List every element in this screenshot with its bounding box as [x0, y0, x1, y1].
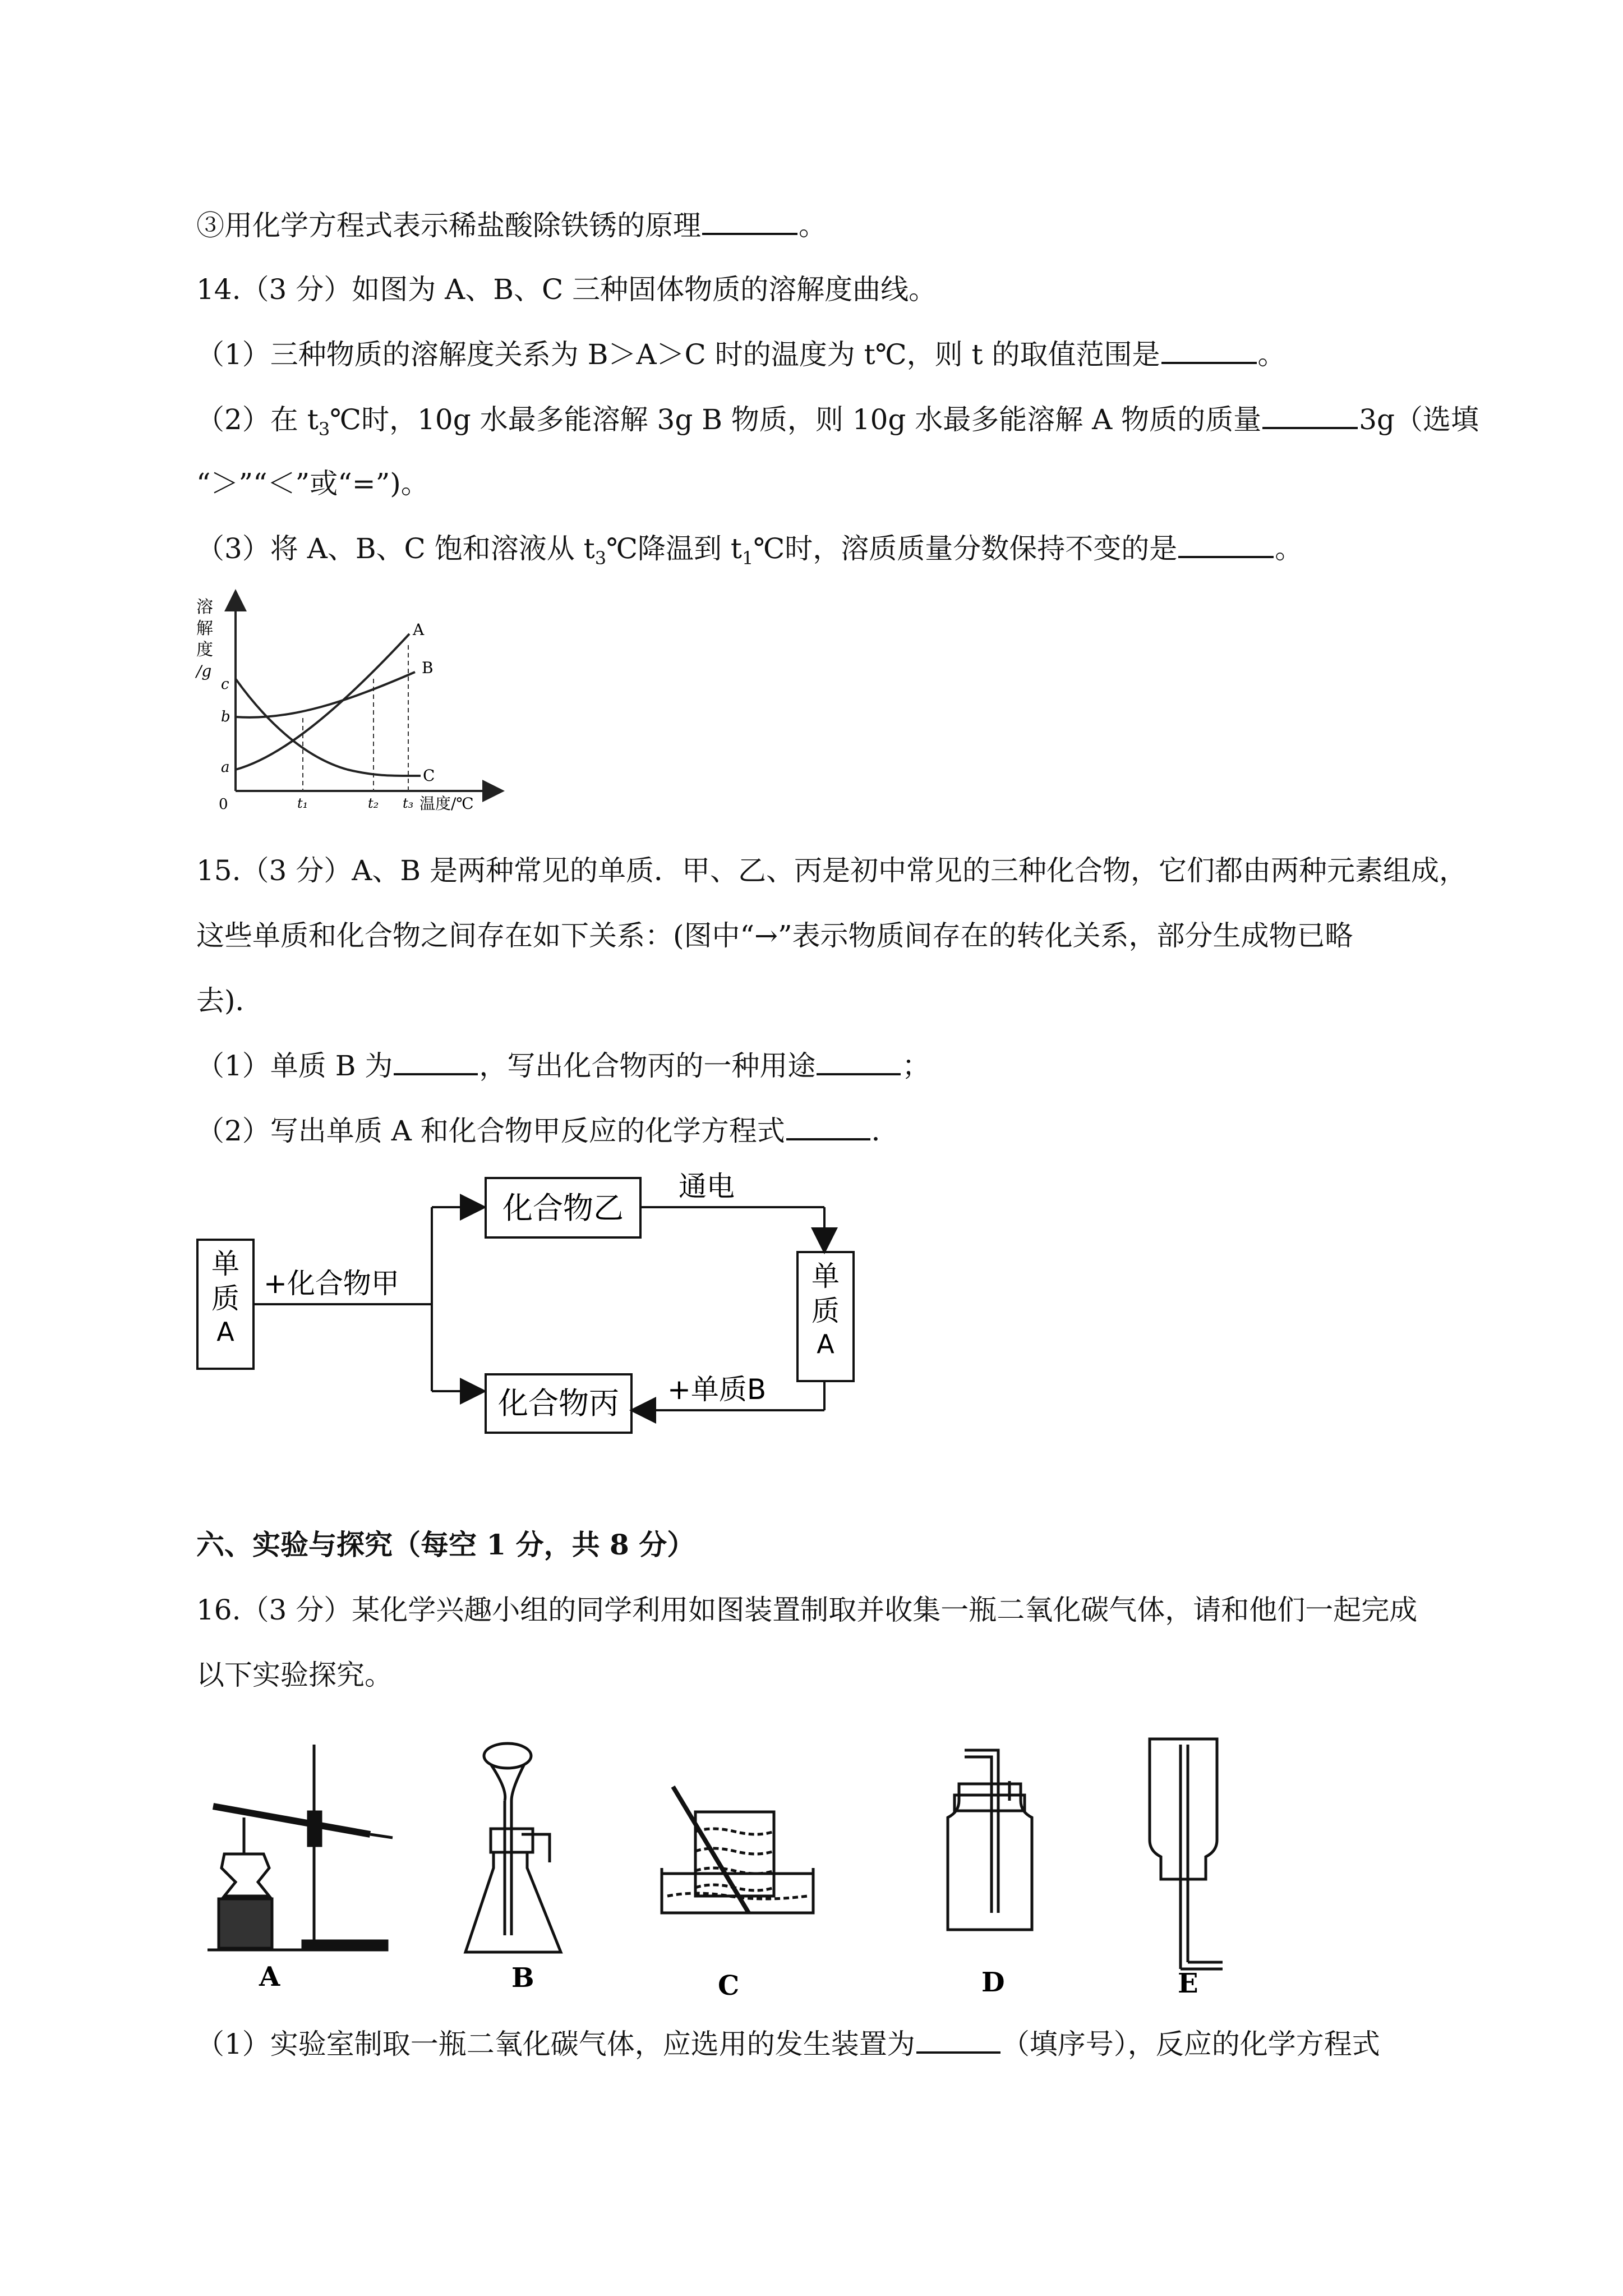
apparatus-figure	[191, 1728, 1312, 1997]
apparatus-b	[465, 1743, 561, 1952]
q14-stem: 14.（3 分）如图为 A、B、C 三种固体物质的溶解度曲线。	[196, 273, 937, 306]
curve-label-b: B	[422, 659, 434, 677]
q14-part3: （3）将 A、B、C 饱和溶液从 $t_3℃$降温到 $t_1℃$时，溶质质量分数保持不变的是 。	[196, 532, 1303, 569]
q15-stem-1: 15.（3 分）A、B 是两种常见的单质．甲、乙、丙是初中常见的三种化合物，它们都由两种元素组成，	[196, 854, 1467, 887]
q16-stem-1: 16.（3 分）某化学兴趣小组的同学利用如图装置制取并收集一瓶二氧化碳气体，请和他们一起完成	[196, 1594, 1418, 1626]
svg-text:化合物丙: 化合物丙	[498, 1386, 619, 1421]
answer-blank[interactable]	[1262, 402, 1358, 429]
q15-part2: （2）写出单质 A 和化合物甲反应的化学方程式 ．	[196, 1115, 900, 1147]
label-d: D	[981, 1967, 1005, 1997]
apparatus-d	[948, 1750, 1032, 1930]
y-tick-a: a	[221, 759, 230, 776]
y-label-1: 溶	[196, 597, 213, 617]
x-tick-t1: t₁	[297, 795, 308, 811]
q14-part2-options: “＞”“＜”或“=”)。	[196, 467, 429, 500]
q16-stem-2: 以下实验探究。	[196, 1659, 393, 1691]
q14-part1: （1）三种物质的溶解度关系为 B＞A＞C 时的温度为 t℃，则 t 的取值范围是 。	[196, 338, 1286, 371]
apparatus-c	[662, 1787, 813, 1913]
x-tick-t3: t₃	[403, 795, 414, 811]
answer-blank[interactable]	[394, 1048, 478, 1075]
answer-blank[interactable]	[702, 208, 797, 235]
q16-part1: （1）实验室制取一瓶二氧化碳气体，应选用的发生装置为 （填序号），反应的化学方程式	[196, 2028, 1380, 2060]
svg-text:A: A	[216, 1317, 234, 1347]
svg-text:质: 质	[211, 1282, 239, 1315]
answer-blank[interactable]	[1178, 531, 1274, 558]
y-tick-c: c	[221, 676, 229, 693]
answer-blank[interactable]	[786, 1114, 870, 1140]
label-e: E	[1178, 1968, 1198, 1997]
y-label-3: 度	[196, 640, 213, 660]
apparatus-e	[1150, 1739, 1223, 1969]
curve-a	[236, 634, 409, 770]
svg-text:化合物乙: 化合物乙	[502, 1190, 624, 1226]
x-tick-t2: t₂	[368, 795, 379, 811]
svg-text:单: 单	[811, 1260, 840, 1292]
svg-text:单: 单	[211, 1248, 239, 1280]
answer-blank[interactable]	[916, 2027, 1000, 2054]
section-title: 六、实验与探究（每空 1 分，共 8 分）	[196, 1528, 695, 1561]
y-label-2: 解	[196, 619, 213, 638]
answer-blank[interactable]	[1161, 337, 1257, 364]
x-axis-label: 温度/℃	[419, 794, 474, 813]
svg-text:质: 质	[811, 1295, 840, 1327]
y-tick-b: b	[221, 708, 230, 725]
q15-stem-2: 这些单质和化合物之间存在如下关系：(图中“→”表示物质间存在的转化关系，部分生成物已略	[196, 919, 1353, 952]
curve-label-c: C	[423, 766, 435, 785]
label-c: C	[718, 1970, 740, 1997]
label-electrolysis: 通电	[679, 1170, 735, 1203]
answer-blank[interactable]	[817, 1048, 901, 1075]
label-b: B	[511, 1962, 534, 1994]
q15-part1: （1）单质 B 为 ，写出化合物丙的一种用途 ；	[196, 1050, 930, 1082]
transformation-diagram	[191, 1167, 909, 1458]
curve-c	[236, 679, 421, 776]
apparatus-a	[208, 1745, 393, 1950]
curve-label-a: A	[413, 620, 425, 639]
y-label-4: /g	[196, 662, 212, 680]
q14-part2: （2）在 $t_3℃$时，10g 水最多能溶解 3g B 物质，则 10g 水最多能溶解 A 物质的质量 3g（选填	[196, 403, 1479, 440]
solubility-chart	[191, 589, 505, 813]
origin-label: 0	[219, 796, 228, 813]
q13-item3: ③用化学方程式表示稀盐酸除铁锈的原理 。	[196, 209, 827, 242]
label-compound-jia: +化合物甲	[264, 1267, 399, 1300]
q15-stem-3: 去)．	[196, 984, 264, 1017]
svg-text:A: A	[817, 1329, 834, 1359]
label-a: A	[259, 1961, 280, 1993]
label-element-b: +单质B	[667, 1373, 767, 1406]
